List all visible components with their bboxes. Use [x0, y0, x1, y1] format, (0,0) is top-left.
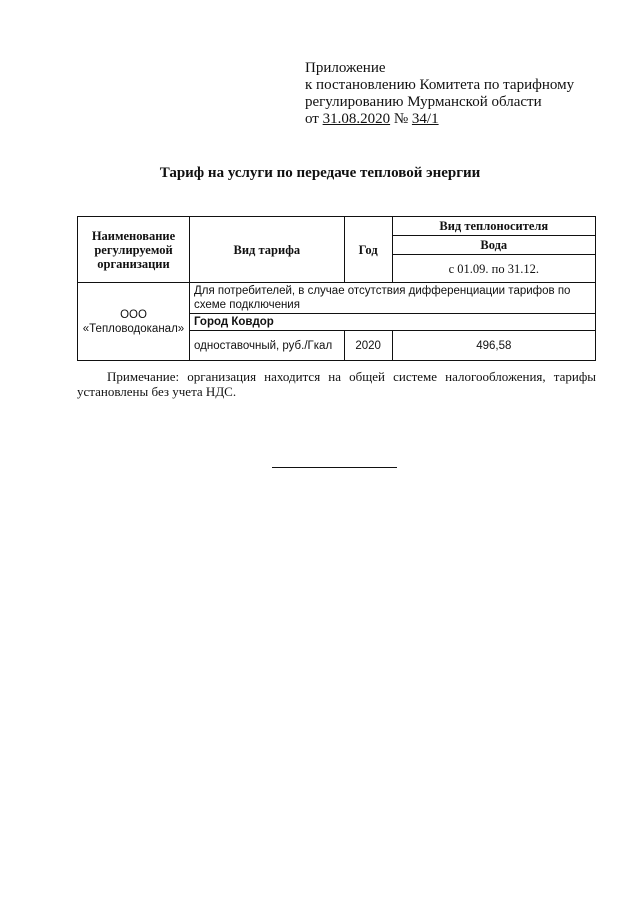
organization-form: ООО — [120, 308, 147, 321]
note-block — [77, 369, 596, 399]
decree-number: 34/1 — [411, 111, 439, 127]
consumer-note-cell: Для потребителей, в случае отсутствия дифференциации тарифов по схеме подключения — [189, 283, 595, 314]
note-line-2: установлены без учета НДС. — [77, 384, 237, 399]
organization-cell — [78, 283, 190, 361]
appendix-decree-line: к постановлению Комитета по тарифному — [305, 77, 575, 93]
header-carrier: Вид теплоносителя — [392, 217, 595, 236]
city-cell: Город Ковдор — [189, 314, 595, 331]
note-line-1: Примечание: организация находится на общей системе налогообложения, тарифы — [107, 369, 596, 384]
decree-date: 31.08.2020 — [322, 111, 391, 127]
closing-line — [272, 467, 397, 468]
document-title: Тариф на услуги по передаче тепловой энергии — [159, 165, 481, 181]
number-prefix: № — [390, 111, 412, 127]
tariff-table — [77, 216, 596, 361]
appendix-label: Приложение — [305, 60, 386, 76]
year-cell: 2020 — [344, 331, 392, 361]
tariff-name-cell: одноставочный, руб./Гкал — [189, 331, 344, 361]
appendix-header — [305, 60, 574, 128]
header-period: с 01.09. по 31.12. — [392, 255, 595, 283]
header-tariff-type: Вид тарифа — [189, 217, 344, 283]
value-cell: 496,58 — [392, 331, 595, 361]
header-carrier-water: Вода — [392, 236, 595, 255]
header-year: Год — [344, 217, 392, 283]
organization-name: «Тепловодоканал» — [82, 322, 185, 335]
appendix-committee-line: регулированию Мурманской области — [305, 94, 542, 110]
date-prefix: от — [305, 111, 323, 127]
header-organization: Наименование регулируемой организации — [78, 217, 190, 283]
appendix-date-line — [305, 111, 574, 128]
